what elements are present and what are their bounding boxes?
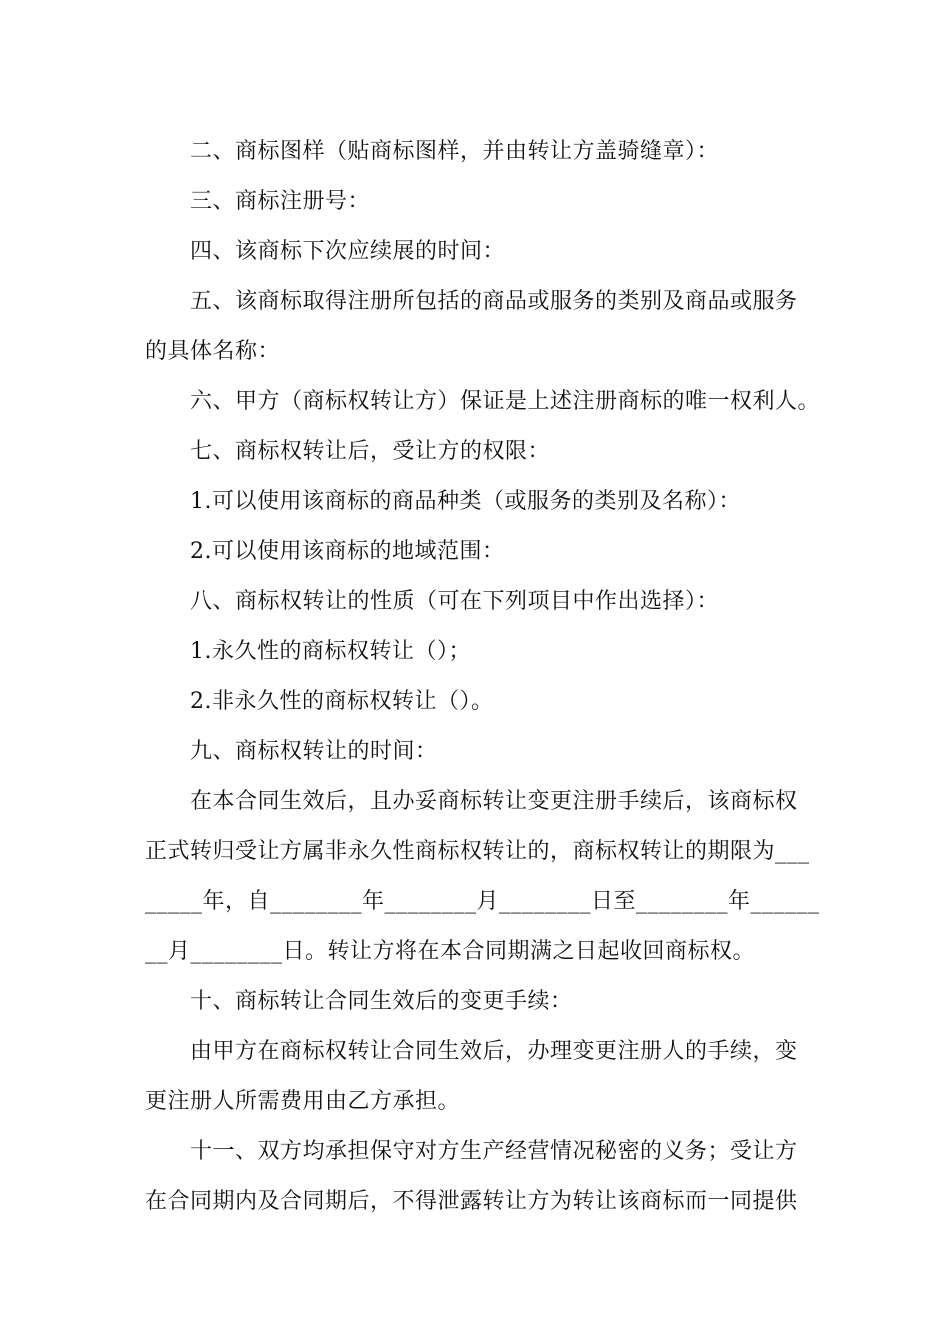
clause-10-paragraph-line-2: 更注册人所需费用由乙方承担。 (145, 1089, 461, 1114)
clause-7-assignee-rights: 七、商标权转让后，受让方的权限： (190, 439, 551, 464)
clause-10-paragraph-line-1: 由甲方在商标权转让合同生效后，办理变更注册人的手续，变 (190, 1039, 798, 1064)
clause-7-item-1: 1.可以使用该商标的商品种类（或服务的类别及名称）： (190, 489, 741, 514)
clause-2-trademark-sample: 二、商标图样（贴商标图样，并由转让方盖骑缝章）： (190, 139, 720, 164)
clause-4-renewal-time: 四、该商标下次应续展的时间： (190, 239, 506, 264)
clause-9-paragraph-line-3: _____年，自________年________月________日至________年______ (145, 889, 820, 914)
clause-9-paragraph-line-1: 在本合同生效后，且办妥商标转让变更注册手续后，该商标权 (190, 789, 798, 814)
clause-5-goods-services-line-2: 的具体名称： (145, 339, 281, 364)
clause-11-confidentiality-line-2: 在合同期内及合同期后，不得泄露转让方为转让该商标而一同提供 (145, 1189, 798, 1214)
clause-8-option-1: 1.永久性的商标权转让（）； (190, 639, 471, 664)
clause-10-change-procedures: 十、商标转让合同生效后的变更手续： (190, 989, 573, 1014)
clause-5-goods-services-line-1: 五、该商标取得注册所包括的商品或服务的类别及商品或服务 (190, 289, 798, 314)
clause-9-paragraph-line-4: __月________日。转让方将在本合同期满之日起收回商标权。 (145, 939, 756, 964)
clause-6-sole-owner: 六、甲方（商标权转让方）保证是上述注册商标的唯一权利人。 (190, 389, 821, 414)
clause-11-confidentiality-line-1: 十一、双方均承担保守对方生产经营情况秘密的义务；受让方 (190, 1139, 798, 1164)
clause-9-transfer-time: 九、商标权转让的时间： (190, 739, 438, 764)
clause-8-option-2: 2.非永久性的商标权转让（）。 (190, 689, 494, 714)
clause-3-registration-number: 三、商标注册号： (190, 189, 371, 214)
clause-9-paragraph-line-2: 正式转归受让方属非永久性商标权转让的，商标权转让的期限为___ (145, 839, 810, 864)
clause-7-item-2: 2.可以使用该商标的地域范围： (190, 539, 505, 564)
clause-8-transfer-nature: 八、商标权转让的性质（可在下列项目中作出选择）： (190, 589, 720, 614)
